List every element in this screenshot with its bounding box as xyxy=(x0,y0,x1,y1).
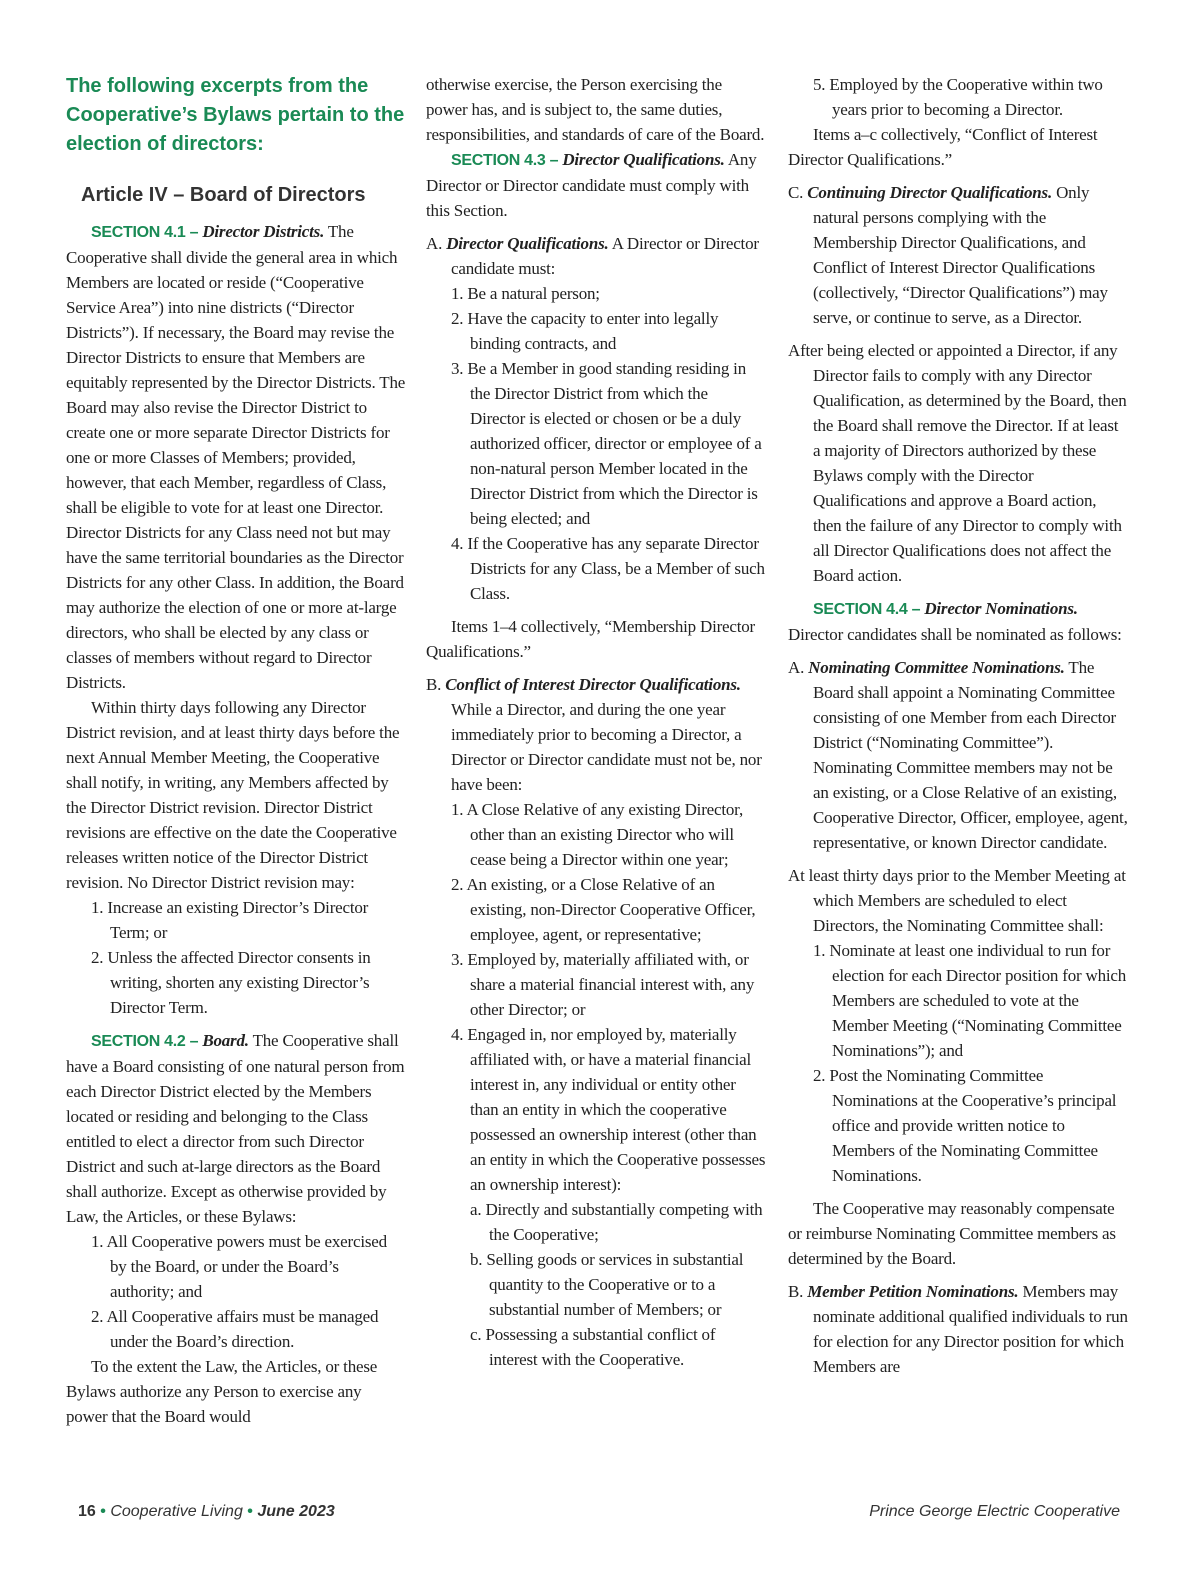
section-4-4-b xyxy=(788,1279,1128,1379)
column-3 xyxy=(788,72,1128,1379)
section-4-3-b-item: 1. A Close Relative of any existing Director, other than an existing Director who will cease being a Director within one year; xyxy=(451,800,744,869)
section-4-3-c-body: Only natural persons complying with the Membership Director Qualifications, and Conflict of Interest Director Qualifications (collectively, “Director Qualifications”) may serve, or continue to serve, as a Director. xyxy=(813,183,1108,327)
section-4-1 xyxy=(66,219,406,695)
footer-bullet: • xyxy=(247,1503,253,1520)
section-4-3-b-summary: Items a–c collectively, “Conflict of Interest Director Qualifications.” xyxy=(788,125,1098,169)
section-4-3 xyxy=(426,147,766,223)
section-4-3-a xyxy=(426,231,766,281)
section-4-3-a-title: Director Qualifications. xyxy=(446,234,609,253)
section-4-2-para2-cont: otherwise exercise, the Person exercising the power has, and is subject to, the same duties, responsibilities, and standards of care of the Board. xyxy=(426,75,765,144)
section-4-1-item-1: 1. Increase an existing Director’s Director Term; or xyxy=(91,898,369,942)
section-4-4-a-body: The Board shall appoint a Nominating Committee consisting of one Member from each Director District (“Nominating Committee”). Nominating Committee members may not be an existing, or a Close Relative of an existing, Cooperative Director, Officer, employee, agent, representative, or known Director candidate. xyxy=(813,658,1128,852)
section-4-3-body: Any Director or Director candidate must comply with this Section. xyxy=(426,150,757,220)
section-4-4-a xyxy=(788,655,1128,855)
section-4-3-b-title: Conflict of Interest Director Qualifications. xyxy=(445,675,741,694)
section-4-3-b xyxy=(426,672,766,797)
intro-heading: The following excerpts from the Cooperative’s Bylaws pertain to the election of directors: xyxy=(66,75,405,155)
section-4-2-tag: SECTION 4.2 – xyxy=(91,1033,199,1050)
section-4-3-a-label: A. xyxy=(426,234,443,253)
issue-date: June 2023 xyxy=(257,1503,335,1520)
section-4-3-a-summary: Items 1–4 collectively, “Membership Director Qualifications.” xyxy=(426,617,756,661)
section-4-3-a-body: A Director or Director candidate must: xyxy=(451,234,759,278)
section-4-1-title: Director Districts. xyxy=(202,222,325,241)
section-4-4-a-label: A. xyxy=(788,658,805,677)
section-4-3-b-subitem: b. Selling goods or services in substantial quantity to the Cooperative or to a substantial number of Members; or xyxy=(470,1250,744,1319)
section-4-3-b-item: 4. Engaged in, nor employed by, materially affiliated with, or have a material financial interest in, any individual or entity other than an entity in which the cooperative possessed an ownership interest (other than an entity in which the Cooperative possesses an ownership interest): xyxy=(451,1025,766,1194)
section-4-3-b-label: B. xyxy=(426,675,442,694)
section-4-1-body: The Cooperative shall divide the general area in which Members are located or reside (“Cooperative Service Area”) into nine districts (“Director Districts”). If necessary, the Board may revise the Director Districts to ensure that Members are equitably represented by the Director Districts. The Board may also revise the Director District to create one or more separate Director Districts for one or more Classes of Members; provided, however, that each Member, regardless of Class, shall be eligible to vote for at least one Director. Director Districts for any Class need not but may have the same territorial boundaries as the Director Districts for any other Class. In addition, the Board may authorize the election of one or more at-large directors, who shall be elected by any class or classes of members without regard to Director Districts. xyxy=(66,222,406,692)
section-4-3-b-item: 2. An existing, or a Close Relative of an existing, non-Director Cooperative Officer, employee, agent, or representative; xyxy=(451,875,756,944)
section-4-4-body: Director candidates shall be nominated as follows: xyxy=(788,625,1122,644)
section-4-3-a-item: 1. Be a natural person; xyxy=(451,284,600,303)
section-4-1-item-2: 2. Unless the affected Director consents in writing, shorten any existing Director’s Director Term. xyxy=(91,948,371,1017)
section-4-3-title: Director Qualifications. xyxy=(562,150,725,169)
section-4-1-tag: SECTION 4.1 – xyxy=(91,224,199,241)
section-4-2-item-1: 1. All Cooperative powers must be exercised by the Board, or under the Board’s authority; and xyxy=(91,1232,387,1301)
section-4-4-b-title: Member Petition Nominations. xyxy=(807,1282,1019,1301)
section-4-3-b-item-5: 5. Employed by the Cooperative within two years prior to becoming a Director. xyxy=(813,75,1103,119)
publisher-name: Prince George Electric Cooperative xyxy=(869,1503,1120,1520)
article-heading: Article IV – Board of Directors xyxy=(81,184,366,206)
section-4-2-body: The Cooperative shall have a Board consisting of one natural person from each Director District elected by the Members located or residing and belonging to the Class entitled to elect a director from such Director District and such at-large directors as the Board shall authorize. Except as otherwise provided by Law, the Articles, or these Bylaws: xyxy=(66,1031,405,1226)
section-4-4-a-item: 1. Nominate at least one individual to run for election for each Director position for which Members are scheduled to vote at the Member Meeting (“Nominating Committee Nominations”); and xyxy=(813,941,1127,1060)
section-4-4-tag: SECTION 4.4 – xyxy=(813,601,921,618)
section-4-3-tag: SECTION 4.3 – xyxy=(451,152,559,169)
footer-left xyxy=(78,1503,335,1521)
section-4-3-b-item: 3. Employed by, materially affiliated with, or share a material financial interest with, any other Director; or xyxy=(451,950,755,1019)
section-4-4 xyxy=(788,596,1128,647)
section-4-3-b-subitem: c. Possessing a substantial conflict of interest with the Cooperative. xyxy=(470,1325,716,1369)
section-4-1-para2: Within thirty days following any Director District revision, and at least thirty days before the next Annual Member Meeting, the Cooperative shall notify, in writing, any Members affected by the Director District revision. Director District revisions are effective on the date the Cooperative releases written notice of the Director District revision. No Director District revision may: xyxy=(66,698,400,892)
section-4-4-a-title: Nominating Committee Nominations. xyxy=(808,658,1065,677)
section-4-3-a-item: 3. Be a Member in good standing residing in the Director District from which the Director is elected or chosen or be a duly authorized officer, director or employee of a non-natural person Member located in the Director District from which the Director is being elected; and xyxy=(451,359,762,528)
column-2 xyxy=(426,72,766,1372)
section-4-2 xyxy=(66,1028,406,1229)
section-4-3-a-item: 4. If the Cooperative has any separate Director Districts for any Class, be a Member of such Class. xyxy=(451,534,765,603)
section-4-4-b-body: Members may nominate additional qualified individuals to run for election for any Director position for which Members are xyxy=(813,1282,1128,1376)
section-4-4-a-item: 2. Post the Nominating Committee Nominations at the Cooperative’s principal office and provide written notice to Members of the Nominating Committee Nominations. xyxy=(813,1066,1117,1185)
section-4-3-b-subitem: a. Directly and substantially competing with the Cooperative; xyxy=(470,1200,763,1244)
footer-bullet: • xyxy=(100,1503,106,1520)
section-4-3-c-title: Continuing Director Qualifications. xyxy=(807,183,1053,202)
section-4-4-a-para3: The Cooperative may reasonably compensate or reimburse Nominating Committee members as determined by the Board. xyxy=(788,1199,1116,1268)
section-4-2-title: Board. xyxy=(202,1031,249,1050)
column-1 xyxy=(66,72,406,1429)
section-4-3-after: After being elected or appointed a Director, if any Director fails to comply with any Director Qualification, as determined by the Board, then the Board shall remove the Director. If at least a majority of Directors authorized by these Bylaws comply with the Director Qualifications and approve a Board action, then the failure of any Director to comply with all Director Qualifications does not affect the Board action. xyxy=(788,341,1127,585)
section-4-2-para2: To the extent the Law, the Articles, or these Bylaws authorize any Person to exercise any power that the Board would xyxy=(66,1357,378,1426)
section-4-4-title: Director Nominations. xyxy=(924,599,1078,618)
section-4-4-b-label: B. xyxy=(788,1282,804,1301)
magazine-name: Cooperative Living xyxy=(110,1503,243,1520)
section-4-3-c-label: C. xyxy=(788,183,804,202)
section-4-2-item-2: 2. All Cooperative affairs must be managed under the Board’s direction. xyxy=(91,1307,379,1351)
page-number: 16 xyxy=(78,1503,96,1520)
section-4-3-c xyxy=(788,180,1128,330)
section-4-3-a-item: 2. Have the capacity to enter into legally binding contracts, and xyxy=(451,309,719,353)
section-4-3-b-body: While a Director, and during the one year immediately prior to becoming a Director, a Director or Director candidate must not be, nor have been: xyxy=(451,700,762,794)
section-4-4-a-para2: At least thirty days prior to the Member Meeting at which Members are scheduled to elect Directors, the Nominating Committee shall: xyxy=(788,866,1126,935)
